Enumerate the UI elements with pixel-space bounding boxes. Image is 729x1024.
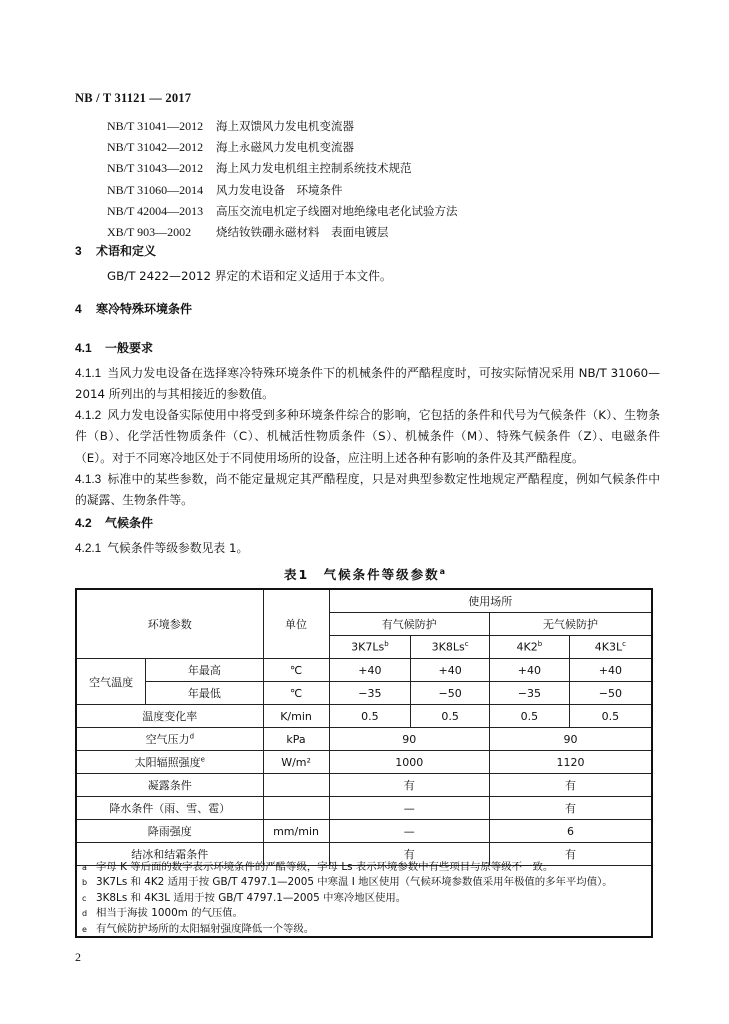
cell-value: — (329, 820, 490, 843)
cell-unit: mm/min (263, 820, 329, 843)
cell-value: 1120 (490, 751, 652, 774)
reference-item (107, 201, 458, 222)
table-row (76, 728, 652, 751)
cell-value: −50 (569, 682, 652, 705)
clause-4-1-3 (75, 469, 660, 512)
reference-title: 风力发电设备 环境条件 (216, 182, 343, 197)
section-title: 气候条件 (105, 516, 154, 530)
row-label-air-temp: 空气温度 (76, 659, 146, 705)
cell-unit: W/m² (263, 751, 329, 774)
cell-value: +40 (569, 659, 652, 682)
cell-value: −50 (411, 682, 490, 705)
reference-title: 高压交流电机定子线圈对地绝缘电老化试验方法 (216, 203, 458, 218)
cell-value: 有 (490, 774, 652, 797)
row-label: 温度变化率 (76, 705, 263, 728)
cell-value: 90 (329, 728, 490, 751)
row-label (76, 751, 263, 774)
cell-value: +40 (490, 659, 570, 682)
clause-text: 风力发电设备实际使用中将受到多种环境条件综合的影响，它包括的条件和代号为气候条件（K）、生物条件（B）、化学活性物质条件（C）、机械活性物质条件（S）、机械条件（M）、特殊气候条件（Z）、电磁条件（E）。对于不同寒冷地区处于不同使用场所的设备，应注明上述各种有影响的条件及其严酷程度。 (75, 408, 660, 465)
section-title: 一般要求 (105, 341, 154, 355)
class-footnote-mark: b (384, 640, 389, 649)
cell-value: 有 (329, 843, 490, 866)
table-row (76, 820, 652, 843)
table-header-row (76, 589, 652, 613)
cell-unit (263, 774, 329, 797)
section-title: 寒冷特殊环境条件 (96, 302, 193, 316)
header-unit: 单位 (263, 589, 329, 659)
footnote (82, 875, 613, 890)
section-number: 4 (75, 302, 82, 316)
table-row (76, 659, 652, 682)
footnote-text: 字母 K 等后面的数字表示环境条件的严酷等级，字母 Ls 表示环境参数中有些项目与原等级不一致。 (96, 861, 554, 873)
reference-item (107, 137, 458, 158)
footnote-mark: e (82, 924, 87, 934)
section-4-1-heading (75, 339, 153, 356)
cell-value: −35 (329, 682, 411, 705)
cell-value: 有 (329, 774, 490, 797)
footnote-text: 3K8Ls 和 4K3L 适用于按 GB/T 4797.1—2005 中寒冷地区使用。 (96, 891, 407, 904)
reference-code: NB/T 42004—2013 (107, 203, 204, 218)
cell-value: +40 (329, 659, 411, 682)
reference-code: XB/T 903—2002 (107, 225, 192, 240)
cell-value: 0.5 (329, 705, 411, 728)
footnote-mark: b (82, 878, 88, 888)
row-sublabel: 年最低 (146, 682, 263, 705)
clause-4-2-1 (75, 538, 660, 559)
clause-text: 标准中的某些参数，尚不能定量规定其严酷程度，只是对典型参数定性地规定严酷程度，例如气候条件中的凝露、生物条件等。 (75, 472, 660, 508)
clause-number: 4.1.2 (75, 408, 102, 422)
section-number: 4.1 (75, 341, 92, 355)
reference-item (107, 116, 458, 137)
reference-title: 海上双馈风力发电机变流器 (216, 119, 354, 133)
footnote-mark: c (82, 893, 87, 903)
header-class (411, 636, 490, 659)
header-class (329, 636, 411, 659)
clause-text: 气候条件等级参数见表 1。 (107, 541, 249, 555)
footnote-text: 3K7Ls 和 4K2 适用于按 GB/T 4797.1—2005 中寒温 I 地区使用（气候环境参数值采用年极值的多年平均值）。 (96, 876, 613, 889)
footnote-text: 有气候防护场所的太阳辐射强度降低一个等级。 (96, 922, 315, 935)
cell-value: 0.5 (569, 705, 652, 728)
clause-number: 4.1.3 (75, 472, 102, 486)
header-sheltered: 有气候防护 (329, 613, 490, 636)
row-label: 降水条件（雨、雪、雹） (76, 797, 263, 820)
row-label-text: 空气压力 (145, 733, 190, 746)
table-1-caption (0, 565, 729, 583)
clause-number: 4.1.1 (75, 366, 102, 380)
clause-number: 4.2.1 (75, 541, 102, 555)
row-footnote-mark: e (200, 755, 205, 764)
reference-list (107, 116, 458, 243)
header-usage: 使用场所 (329, 589, 652, 613)
header-unsheltered: 无气候防护 (490, 613, 652, 636)
class-name: 4K2 (516, 640, 538, 654)
cell-value: 1000 (329, 751, 490, 774)
header-class (569, 636, 652, 659)
table-footnotes (82, 860, 613, 937)
row-label: 降雨强度 (76, 820, 263, 843)
table-row (76, 705, 652, 728)
table-row (76, 751, 652, 774)
reference-code: NB/T 31060—2014 (107, 182, 204, 197)
section-3-text: GB/T 2422—2012 界定的术语和定义适用于本文件。 (107, 269, 392, 283)
cell-value: 0.5 (411, 705, 490, 728)
class-footnote-mark: c (464, 640, 469, 649)
row-label: 结冰和结霜条件 (76, 843, 263, 866)
cell-value: 90 (490, 728, 652, 751)
reference-code: NB/T 31041—2012 (107, 119, 204, 133)
reference-item (107, 222, 458, 243)
cell-unit: ℃ (263, 682, 329, 705)
cell-unit (263, 797, 329, 820)
footnote (82, 906, 613, 921)
row-label: 凝露条件 (76, 774, 263, 797)
cell-value: 0.5 (490, 705, 570, 728)
cell-value: 有 (490, 797, 652, 820)
class-name: 4K3L (594, 640, 623, 654)
row-footnote-mark: d (189, 732, 195, 741)
cell-value: +40 (411, 659, 490, 682)
reference-title: 海上永磁风力发电机变流器 (216, 140, 354, 155)
footnote (82, 922, 613, 937)
reference-title: 海上风力发电机组主控制系统技术规范 (216, 161, 412, 176)
cell-unit: kPa (263, 728, 329, 751)
caption-text: 表1 气候条件等级参数 (283, 567, 440, 582)
document-code-header: NB / T 31121 — 2017 (75, 91, 192, 105)
row-label (76, 728, 263, 751)
reference-code: NB/T 31042—2012 (107, 140, 204, 155)
clause-text: 当风力发电设备在选择寒冷特殊环境条件下的机械条件的严酷程度时，可按实际情况采用 NB/T 31060—2014 所列出的与其相接近的参数值。 (75, 366, 660, 402)
reference-title: 烧结钕铁硼永磁材料 表面电镀层 (216, 225, 389, 240)
reference-code: NB/T 31043—2012 (107, 161, 204, 176)
cell-value: 有 (490, 843, 652, 866)
header-env-param: 环境参数 (76, 589, 263, 659)
class-name: 3K7Ls (351, 640, 385, 654)
table-row (76, 682, 652, 705)
reference-item (107, 180, 458, 201)
row-sublabel: 年最高 (146, 659, 263, 682)
section-3-heading (75, 242, 156, 259)
cell-value: −35 (490, 682, 570, 705)
clause-4-1-2 (75, 405, 660, 469)
header-class (490, 636, 570, 659)
section-4-heading (75, 300, 192, 317)
class-footnote-mark: b (537, 640, 543, 649)
section-title: 术语和定义 (96, 244, 157, 258)
cell-value: — (329, 797, 490, 820)
class-footnote-mark: c (622, 640, 626, 649)
section-number: 4.2 (75, 516, 92, 530)
table-row (76, 774, 652, 797)
class-name: 3K8Ls (431, 640, 465, 654)
footnote-mark: d (82, 909, 88, 919)
reference-item (107, 158, 458, 179)
section-4-2-heading (75, 514, 153, 531)
footnote-text: 相当于海拔 1000m 的气压值。 (96, 907, 244, 920)
footnote (82, 860, 613, 875)
page-number: 2 (75, 950, 81, 964)
row-label-text: 太阳辐照强度 (134, 756, 201, 769)
footnote (82, 891, 613, 906)
caption-footnote-mark: a (439, 566, 446, 576)
footnote-mark: a (82, 863, 87, 872)
table-row (76, 797, 652, 820)
cell-value: 6 (490, 820, 652, 843)
section-number: 3 (75, 244, 82, 258)
cell-unit: ℃ (263, 659, 329, 682)
cell-unit: K/min (263, 705, 329, 728)
clause-4-1-1 (75, 363, 660, 406)
